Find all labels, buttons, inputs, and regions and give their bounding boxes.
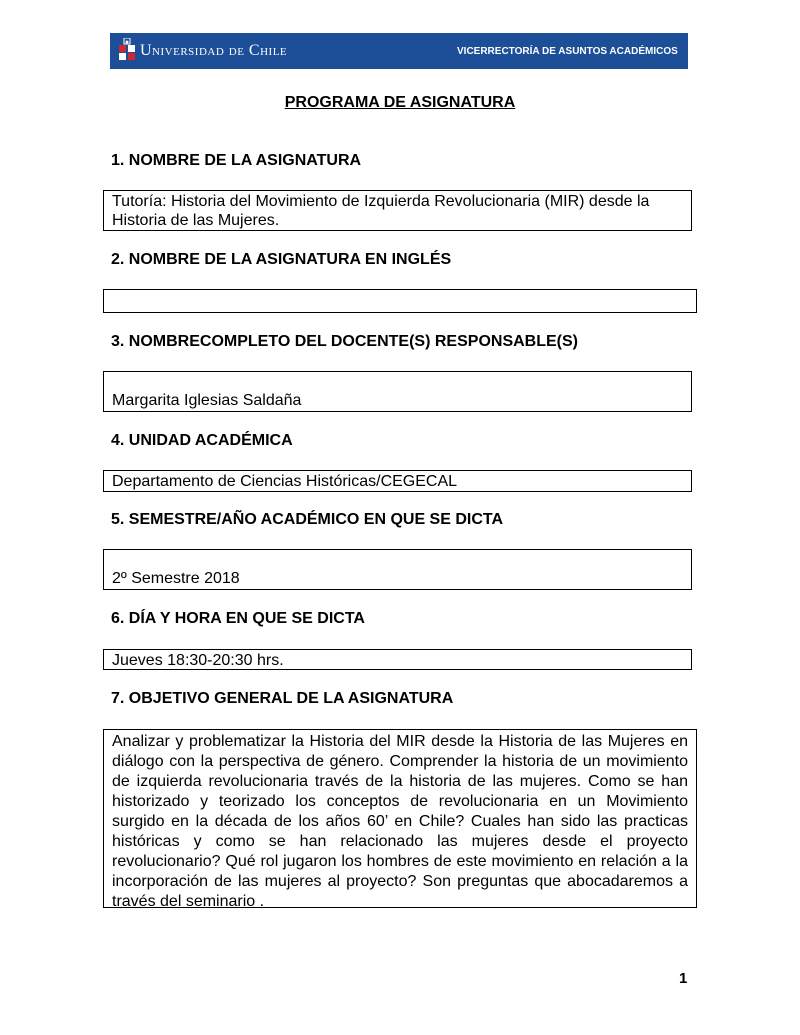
header-banner: [110, 33, 688, 69]
general-objective-box: Analizar y problematizar la Historia del MIR desde la Historia de las Mujeres en diálogo con la perspectiva de género. Comprender la historia de un movimiento de izquierda revolucionaria través de la historia de las mujeres. Como se han historizado y teorizado los conceptos de revolucionaria en un Movimiento surgido en la década de los años 60’ en Chile? Cuales han sido las practicas históricas y como se han relacionado las mujeres desde el proyecto revolucionario? Qué rol jugaron los hombres de este movimiento en relación a la incorporación de las mujeres al proyecto? Son preguntas que abocadaremos a través del seminario .: [103, 729, 697, 908]
academic-unit-box: Departamento de Ciencias Históricas/CEGECAL: [103, 470, 692, 492]
course-name-english-box: [103, 289, 697, 313]
university-crest-icon: [118, 38, 136, 63]
document-title: PROGRAMA DE ASIGNATURA: [284, 94, 516, 111]
course-name-box: Tutoría: Historia del Movimiento de Izquierda Revolucionaria (MIR) desde la Historia de las Mujeres.: [103, 190, 692, 231]
vice-rectory-name: VICERRECTORÍA DE ASUNTOS ACADÉMICOS: [457, 46, 678, 57]
section-heading: 2. NOMBRE DE LA ASIGNATURA EN INGLÉS: [111, 251, 452, 268]
section-heading: 3. NOMBRECOMPLETO DEL DOCENTE(S) RESPONSABLE(S): [111, 333, 578, 350]
semester-box: 2º Semestre 2018: [103, 549, 692, 590]
teacher-name-box: Margarita Iglesias Saldaña: [103, 371, 692, 412]
schedule-box: Jueves 18:30-20:30 hrs.: [103, 649, 692, 670]
section-heading: 5. SEMESTRE/AÑO ACADÉMICO EN QUE SE DICTA: [111, 511, 504, 528]
university-name: Universidad de Chile: [140, 42, 288, 59]
section-heading: 6. DÍA Y HORA EN QUE SE DICTA: [111, 610, 365, 627]
section-heading: 4. UNIDAD ACADÉMICA: [111, 432, 293, 449]
page-number: 1: [679, 970, 688, 987]
section-heading: 1. NOMBRE DE LA ASIGNATURA: [111, 152, 362, 169]
section-heading: 7. OBJETIVO GENERAL DE LA ASIGNATURA: [111, 690, 454, 707]
